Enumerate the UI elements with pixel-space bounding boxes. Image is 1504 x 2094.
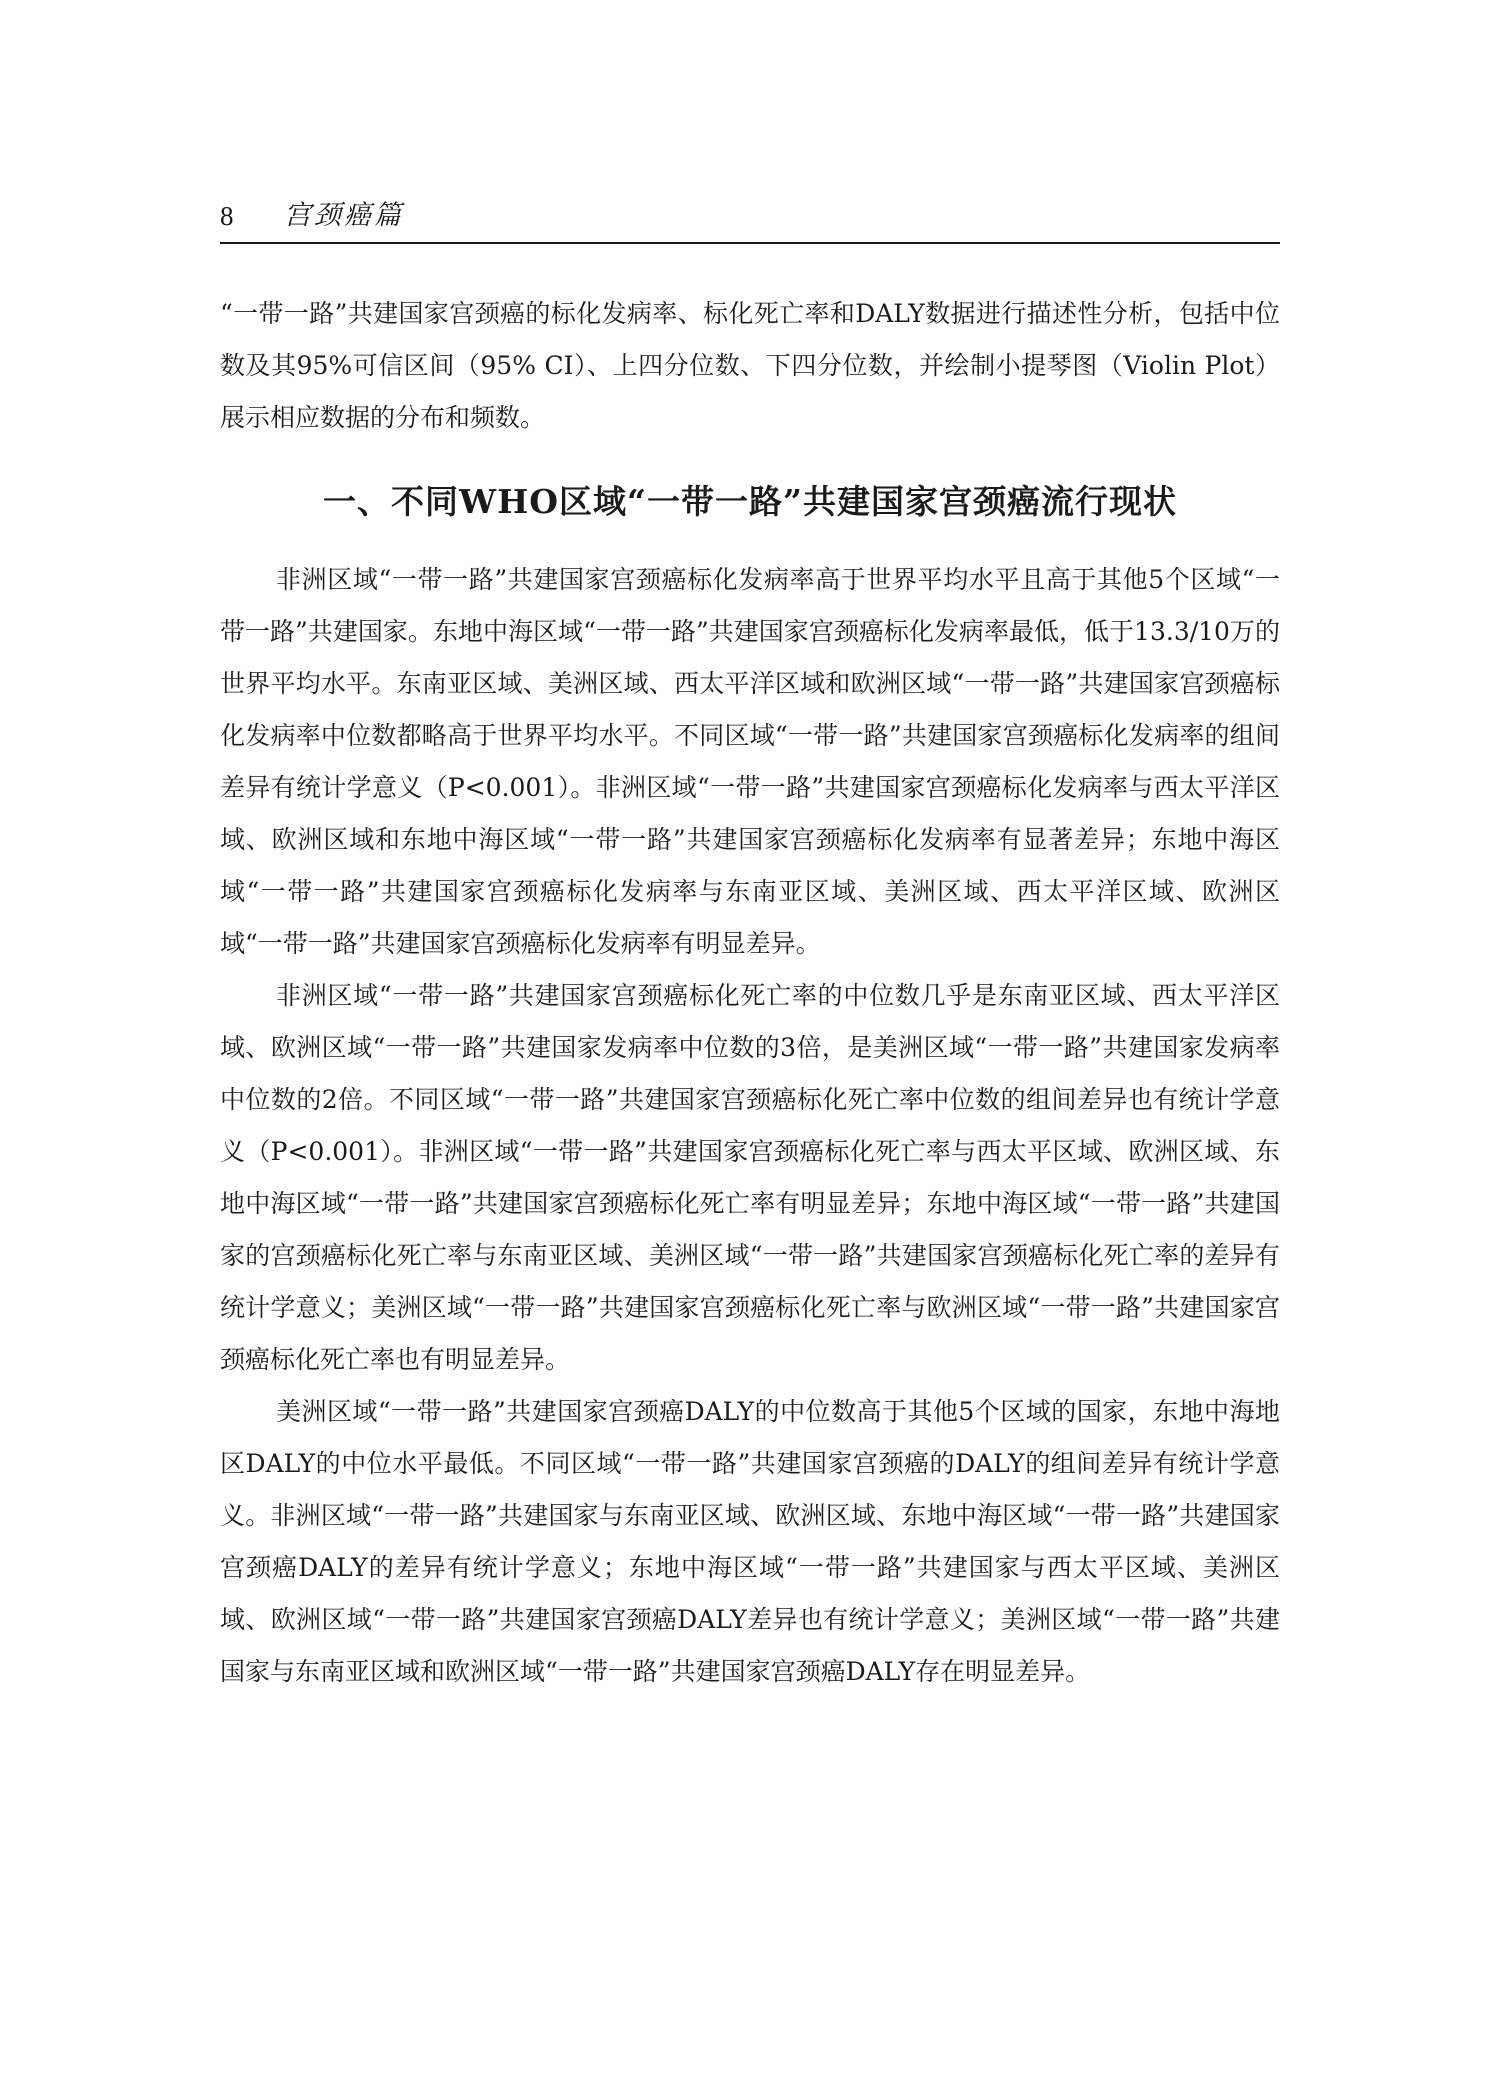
paragraph-incidence: 非洲区域“一带一路”共建国家宫颈癌标化发病率高于世界平均水平且高于其他5个区域“一带一路”共建国家。东地中海区域“一带一路”共建国家宫颈癌标化发病率最低，低于13.3/10万的世界平均水平。东南亚区域、美洲区域、西太平洋区域和欧洲区域“一带一路”共建国家宫颈癌标化发病率中位数都略高于世界平均水平。不同区域“一带一路”共建国家宫颈癌标化发病率的组间差异有统计学意义（P<0.001）。非洲区域“一带一路”共建国家宫颈癌标化发病率与西太平洋区域、欧洲区域和东地中海区域“一带一路”共建国家宫颈癌标化发病率有显著差异；东地中海区域“一带一路”共建国家宫颈癌标化发病率与东南亚区域、美洲区域、西太平洋区域、欧洲区域“一带一路”共建国家宫颈癌标化发病率有明显差异。 xyxy=(220,565,1280,958)
page-number: 8 xyxy=(220,201,234,231)
paragraph-mortality: 非洲区域“一带一路”共建国家宫颈癌标化死亡率的中位数几乎是东南亚区域、西太平洋区域、欧洲区域“一带一路”共建国家发病率中位数的3倍，是美洲区域“一带一路”共建国家发病率中位数的2倍。不同区域“一带一路”共建国家宫颈癌标化死亡率中位数的组间差异也有统计学意义（P<0.001）。非洲区域“一带一路”共建国家宫颈癌标化死亡率与西太平区域、欧洲区域、东地中海区域“一带一路”共建国家宫颈癌标化死亡率有明显差异；东地中海区域“一带一路”共建国家的宫颈癌标化死亡率与东南亚区域、美洲区域“一带一路”共建国家宫颈癌标化死亡率的差异有统计学意义；美洲区域“一带一路”共建国家宫颈癌标化死亡率与欧洲区域“一带一路”共建国家宫颈癌标化死亡率也有明显差异。 xyxy=(220,981,1280,1374)
running-head xyxy=(220,196,1280,244)
running-section-title: 宫颈癌篇 xyxy=(284,200,404,231)
paragraph-daly: 美洲区域“一带一路”共建国家宫颈癌DALY的中位数高于其他5个区域的国家，东地中海地区DALY的中位水平最低。不同区域“一带一路”共建国家宫颈癌的DALY的组间差异有统计学意义。非洲区域“一带一路”共建国家与东南亚区域、欧洲区域、东地中海区域“一带一路”共建国家宫颈癌DALY的差异有统计学意义；东地中海区域“一带一路”共建国家与西太平区域、美洲区域、欧洲区域“一带一路”共建国家宫颈癌DALY差异也有统计学意义；美洲区域“一带一路”共建国家与东南亚区域和欧洲区域“一带一路”共建国家宫颈癌DALY存在明显差异。 xyxy=(220,1397,1280,1686)
intro-paragraph: “一带一路”共建国家宫颈癌的标化发病率、标化死亡率和DALY数据进行描述性分析，包括中位数及其95%可信区间（95% CI）、上四分位数、下四分位数，并绘制小提琴图（Violin Plot）展示相应数据的分布和频数。 xyxy=(220,299,1280,432)
page-body xyxy=(220,288,1280,1698)
section-heading: 一、不同WHO区域“一带一路”共建国家宫颈癌流行现状 xyxy=(323,482,1177,521)
